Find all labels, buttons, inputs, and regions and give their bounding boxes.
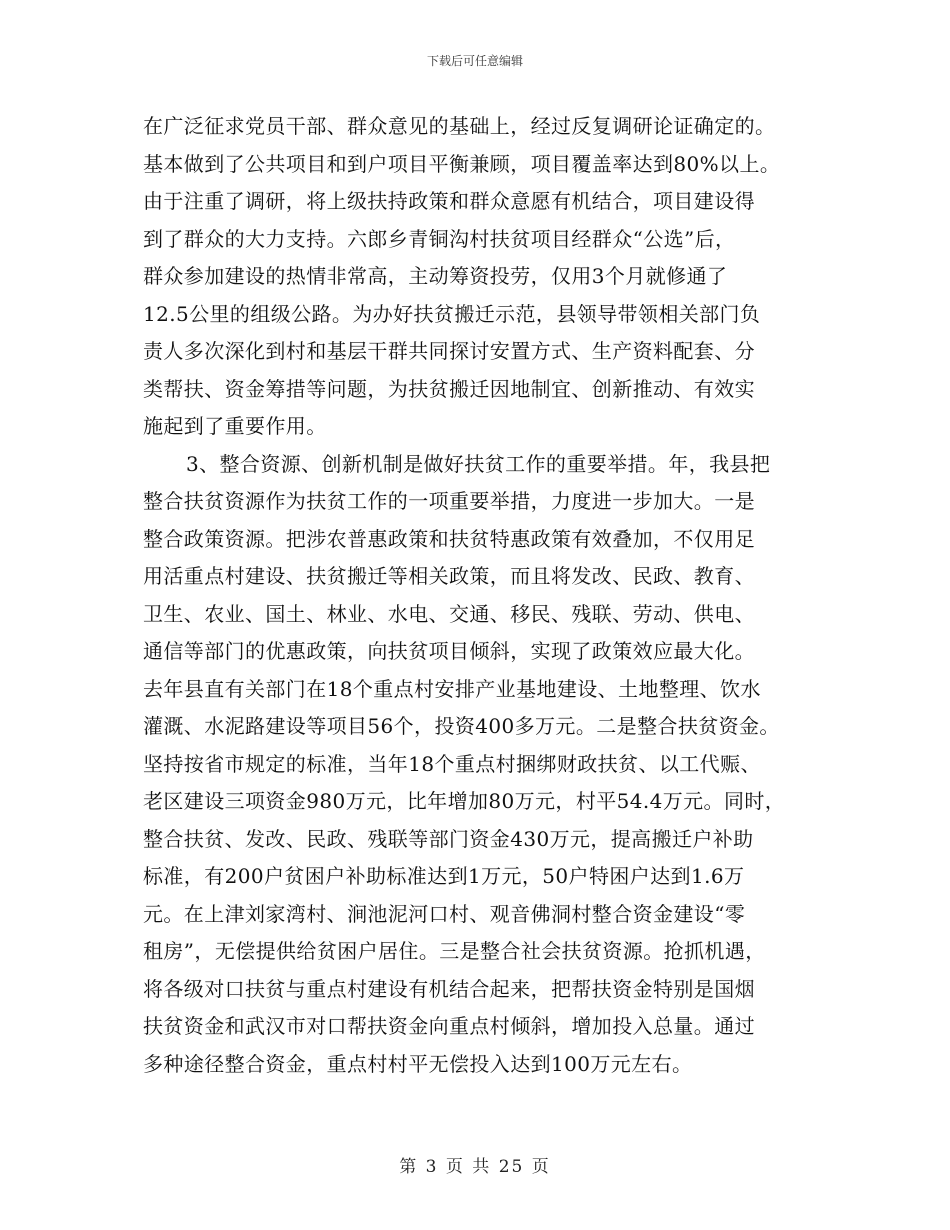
text-line: 通信等部门的优惠政策，向扶贫项目倾斜，实现了政策效应最大化。 bbox=[143, 639, 755, 663]
page-number-footer: 第 3 页 共 25 页 bbox=[399, 1157, 551, 1177]
text-line: 由于注重了调研，将上级扶持政策和群众意愿有机结合，项目建设得 bbox=[143, 189, 755, 213]
body-text bbox=[143, 108, 833, 1083]
text-line: 群众参加建设的热情非常高，主动筹资投劳，仅用3个月就修通了 bbox=[143, 264, 728, 288]
text-line: 12.5公里的组级公路。为办好扶贫搬迁示范，县领导带领相关部门负 bbox=[143, 301, 761, 326]
header-note: 下载后可任意编辑 bbox=[426, 54, 523, 68]
text-line: 租房”，无偿提供给贫困户居住。三是整合社会扶贫资源。抢抓机遇， bbox=[143, 939, 766, 963]
text-line: 元。在上津刘家湾村、涧池泥河口村、观音佛洞村整合资金建设“零 bbox=[143, 901, 746, 926]
text-line: 整合扶贫、发改、民政、残联等部门资金430万元，提高搬迁户补助 bbox=[143, 826, 754, 851]
text-line: 用活重点村建设、扶贫搬迁等相关政策，而且将发改、民政、教育、 bbox=[143, 564, 755, 588]
text-line: 卫生、农业、国土、林业、水电、交通、移民、残联、劳动、供电、 bbox=[143, 601, 755, 626]
paragraph-start-line: 3、整合资源、创新机制是做好扶贫工作的重要举措。年，我县把 bbox=[186, 451, 771, 476]
text-line: 到了群众的大力支持。六郎乡青铜沟村扶贫项目经群众“公选”后， bbox=[143, 226, 736, 251]
text-line: 去年县直有关部门在18个重点村安排产业基地建设、土地整理、饮水 bbox=[143, 676, 761, 701]
text-line: 标准，有200户贫困户补助标准达到1万元，50户特困户达到1.6万 bbox=[143, 864, 745, 888]
text-line: 灌溉、水泥路建设等项目56个，投资400多万元。二是整合扶贫资金。 bbox=[143, 714, 780, 738]
text-line: 施起到了重要作用。 bbox=[143, 414, 327, 438]
text-line: 整合政策资源。把涉农普惠政策和扶贫特惠政策有效叠加，不仅用足 bbox=[143, 526, 755, 551]
text-line: 类帮扶、资金筹措等问题，为扶贫搬迁因地制宜、创新推动、有效实 bbox=[143, 376, 755, 401]
text-line: 责人多次深化到村和基层干群共同探讨安置方式、生产资料配套、分 bbox=[143, 339, 755, 363]
text-line: 多种途径整合资金，重点村村平无偿投入达到100万元左右。 bbox=[143, 1051, 693, 1076]
text-line: 扶贫资金和武汉市对口帮扶资金向重点村倾斜，增加投入总量。通过 bbox=[143, 1014, 755, 1038]
text-line: 在广泛征求党员干部、群众意见的基础上，经过反复调研论证确定的。 bbox=[143, 114, 776, 138]
text-line: 基本做到了公共项目和到户项目平衡兼顾，项目覆盖率达到80%以上。 bbox=[143, 151, 781, 176]
text-line: 将各级对口扶贫与重点村建设有机结合起来，把帮扶资金特别是国烟 bbox=[143, 976, 755, 1001]
text-line: 整合扶贫资源作为扶贫工作的一项重要举措，力度进一步加大。一是 bbox=[143, 489, 755, 513]
text-line: 老区建设三项资金980万元，比年增加80万元，村平54.4万元。同时， bbox=[143, 789, 786, 813]
text-line: 坚持按省市规定的标准，当年18个重点村捆绑财政扶贫、以工代赈、 bbox=[143, 751, 761, 776]
